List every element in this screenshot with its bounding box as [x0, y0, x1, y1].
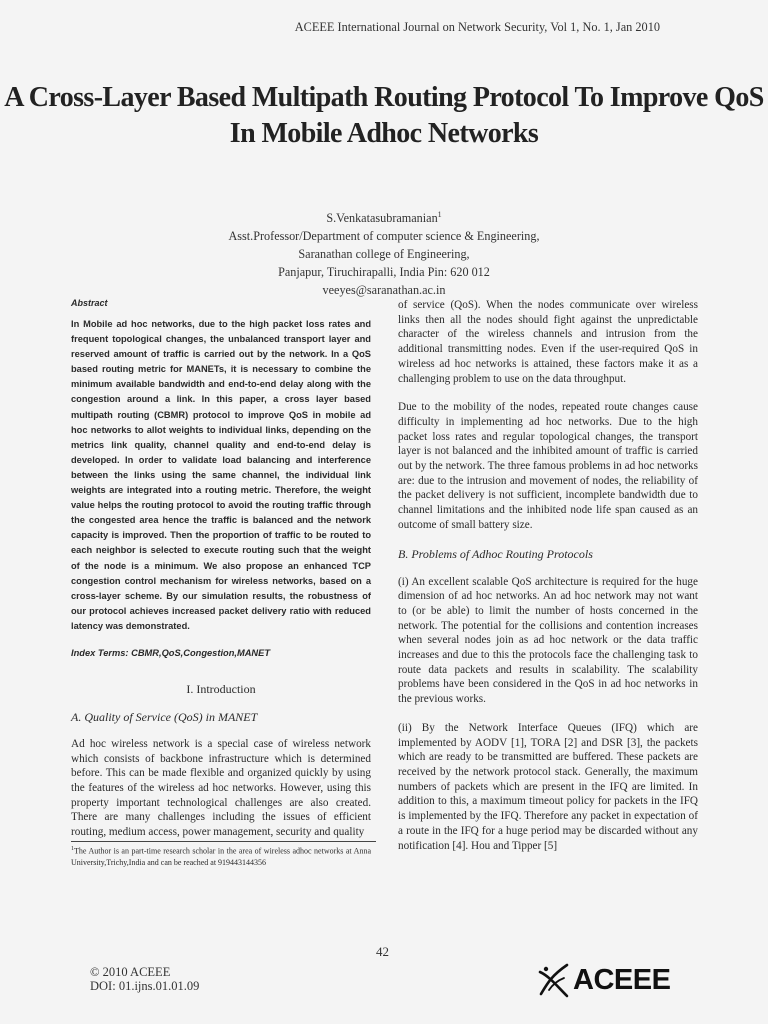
author-block [0, 206, 768, 299]
subsection-title-problems: B. Problems of Adhoc Routing Protocols [398, 546, 593, 561]
author-name: S.Venkatasubramanian [326, 211, 438, 226]
abstract-heading: Abstract [71, 298, 108, 308]
author-line [0, 206, 768, 227]
paper-title: A Cross-Layer Based Multipath Routing Protocol To Improve QoS In Mobile Adhoc Networks [4, 82, 764, 149]
affiliation-line-3: Panjapur, Tiruchirapalli, India Pin: 620 012 [278, 265, 490, 280]
section-title-introduction: I. Introduction [186, 681, 256, 696]
subsection-title-qos: A. Quality of Service (QoS) in MANET [71, 709, 258, 724]
abstract-body: In Mobile ad hoc networks, due to the high packet loss rates and frequent topological changes, the unbalanced transport layer and reserved amount of traffic is carried out by the network. In a QoS based routing metric for MANETs, it is necessary to combine the minimum available bandwidth and end-to-end delay along with the congestion around a link. In this paper, a cross layer based multipath routing (CBMR) protocol to improve QoS in mobile ad hoc networks to allot weights to individual links, depending on the metrics link quality, channel quality and end-to-end delay is developed. In order to validate load balancing and interference between the links using the same channel, the individual link weights are integrated into a routing metric. Therefore, the weight value helps the routing protocol to avoid the routing traffic through the congested area hence the traffic is balanced and the network capacity is improved. Then the proportion of traffic to be routed to each neighbor is selected to execute routing such that the weight of the node is a minimum. We also propose an enhanced TCP congestion control mechanism for wireless networks, based on a cross-layer scheme. By our simulation results, the robustness of our protocol achieves increased packet delivery ratio with reduced latency was demonstrated. [71, 319, 371, 631]
author-footnote-mark: 1 [437, 210, 442, 219]
doi-line: DOI: 01.ijns.01.01.09 [90, 979, 200, 993]
problem-ii-paragraph: (ii) By the Network Interface Queues (IFQ) which are implemented by AODV [1], TORA [2] and DSR [3], the packets which are ready to be transmitted are buffered. These packets are received by the network protocol stack. Generally, the maximum numbers of packets which are present in the IFQ are limited. In addition to this, a maximum timeout policy for packets in the IFQ is implemented by the IFQ. Therefore any packet in expectation of a route in the IFQ for a huge period may be discarded without any notification [4]. Hou and Tipper [5] [398, 721, 698, 852]
copyright-line: © 2010 ACEEE [90, 965, 171, 979]
left-column [71, 298, 371, 868]
footnote-mark: 1 [71, 845, 74, 852]
intro-paragraph: Ad hoc wireless network is a special case of wireless network which consists of backbone infrastructure which is determined before. This can be made flexible and organized quickly by using the features of the wireless ad hoc networks. However, using this property important technological challenges are also created. There are many challenges including the issues of efficient routing, medium access, power management, security and quality [71, 737, 371, 839]
qos-paragraph-continued: of service (QoS). When the nodes communicate over wireless links then all the nodes should fight against the unpredictable character of the wireless channels and intrusion from the additional transmitting nodes. Even if the user-required QoS in wireless ad hoc networks is attained, these factors make it as a challenging problem to use on the data throughput. [398, 299, 698, 385]
author-footnote [71, 844, 371, 868]
footnote-text: The Author is an part-time research scholar in the area of wireless adhoc networks at Anna University,Trichy,India and can be reached at 919443144356 [71, 846, 371, 867]
logo-swirl-icon [537, 960, 571, 1000]
mobility-paragraph: Due to the mobility of the nodes, repeated route changes cause difficulty in implementing ad hoc networks. Due to the high packet loss rates and regular topological changes, the transport layer is not balanced and the inhibited amount of traffic is carried out by the network. The three famous problems in ad hoc networks are: due to the intrusion and movement of nodes, the reliability of the packet delivery is not sufficient, incomplete bandwidth due to channel limitations and the inhibited node life span caused as an outcome of small battery size. [398, 401, 698, 531]
running-header: ACEEE International Journal on Network Security, Vol 1, No. 1, Jan 2010 [294, 20, 660, 34]
copyright-block [90, 965, 199, 993]
affiliation-line-2: Saranathan college of Engineering, [298, 247, 470, 262]
problem-i-paragraph: (i) An excellent scalable QoS architecture is required for the huge dimension of ad hoc networks. An ad hoc network may not want to (or be able) to limit the number of hosts concerned in the network. The potential for the collisions and contention increases when several nodes join as ad hoc network or the data traffic increases and due to this the protocols face the challenging task to route data packets and results in scalability. The scalability problems have been considered in the QoS in ad hoc networks in the previous works. [398, 575, 698, 706]
affiliation-line-1: Asst.Professor/Department of computer science & Engineering, [228, 229, 540, 244]
index-terms: Index Terms: CBMR,QoS,Congestion,MANET [71, 647, 271, 658]
author-email: veeyes@saranathan.ac.in [322, 283, 446, 298]
aceee-logo [537, 958, 687, 1002]
logo-wordmark: ACEEE [573, 963, 671, 996]
footnote-rule [71, 841, 376, 842]
page-number: 42 [376, 944, 389, 959]
right-column [398, 298, 698, 867]
